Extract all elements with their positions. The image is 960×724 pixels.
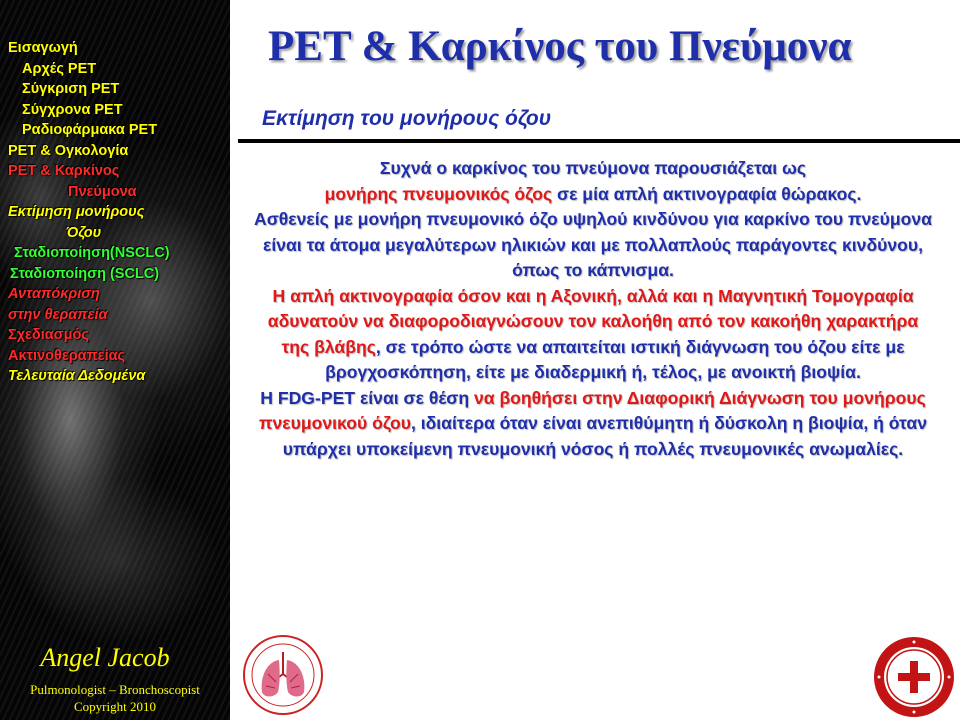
nav-item-pet-comparison[interactable]: Σύγκριση PET (22, 81, 120, 97)
nav-item-nodule-eval-cont[interactable]: Όζου (66, 224, 102, 241)
p4-text-a: Η FDG-PET είναι σε θέση (260, 387, 474, 408)
nav-item-intro[interactable]: Εισαγωγή (8, 40, 78, 56)
paragraph-1 (253, 156, 933, 207)
hospital-seal-logo-icon (872, 635, 956, 719)
sidebar-nav (8, 38, 170, 387)
nav-item-pet-principles[interactable]: Αρχές PET (22, 60, 97, 77)
header-divider (238, 139, 960, 143)
nav-item-response-cont[interactable]: στην θεραπεία (8, 306, 108, 323)
nav-item-planning[interactable]: Σχεδιασμός (8, 327, 89, 343)
paragraph-3 (253, 284, 933, 386)
nav-item-nodule-eval[interactable]: Εκτίμηση μονήρους (8, 204, 145, 220)
p2-text: Ασθενείς με μονήρη πνευμονικό όζο υψηλού κινδύνου για καρκίνο του πνεύμονα είναι τα άτομα μεγαλύτερων ηλικιών και με πολλαπλούς παράγοντες κινδύνου, όπως το κάπνισμα. (254, 209, 932, 280)
lungs-logo-icon (242, 634, 324, 716)
p4-highlight: να βοηθήσει στην Διαφορική Διάγνωση του μονήρους πνευμονικού όζου (258, 387, 926, 433)
nav-item-staging-nsclc[interactable]: Σταδιοποίηση(NSCLC) (14, 245, 170, 261)
p4-text-c: , ιδιαίτερα όταν είναι ανεπιθύμητη ή δύσκολη η βιοψία, ή όταν υπάρχει υποκείμενη πνευμονική νόσος ή πολλές πνευμονικές ανωμαλίες. (282, 413, 928, 459)
nav-item-pet-oncology[interactable]: PET & Ογκολογία (8, 142, 129, 159)
page-title: PET & Καρκίνος του Πνεύμονα (268, 23, 852, 70)
nav-item-radiotherapy[interactable]: Ακτινοθεραπείας (8, 347, 126, 364)
p1-text-c: σε μία απλή ακτινογραφία θώρακος. (552, 183, 862, 204)
nav-item-pet-lung-cancer-cont[interactable]: Πνεύμονα (68, 183, 137, 200)
copyright: Copyright 2010 (74, 699, 156, 714)
p1-text-a: Συχνά ο καρκίνος του πνεύμονα παρουσιάζεται ως (379, 158, 807, 178)
paragraph-4 (253, 386, 933, 463)
slide-body (253, 156, 933, 462)
nav-item-pet-lung-cancer[interactable]: PET & Καρκίνος (8, 163, 120, 179)
nav-item-modern-pet[interactable]: Σύγχρονα PET (22, 101, 123, 118)
author-role: Pulmonologist – Bronchoscopist (30, 682, 200, 697)
page-subtitle: Εκτίμηση του μονήρους όζου (262, 107, 552, 130)
nav-item-latest-data[interactable]: Τελευταία Δεδομένα (8, 368, 146, 384)
p1-highlight: μονήρης πνευμονικός όζος (324, 183, 553, 204)
nav-item-radiopharmaceuticals[interactable]: Ραδιοφάρμακα PET (22, 122, 158, 138)
sidebar (0, 0, 230, 720)
nav-item-response[interactable]: Ανταπόκριση (8, 286, 100, 302)
nav-item-staging-sclc[interactable]: Σταδιοποίηση (SCLC) (10, 265, 160, 282)
p3-text-rest: , σε τρόπο ώστε να απαιτείται ιστική διάγνωση του όζου είτε με βρογχοσκόπηση, είτε με διαδερμική ή, τέλος, με ανοικτή βιοψία. (325, 336, 905, 382)
author-name: Angel Jacob (40, 643, 170, 672)
paragraph-2 (253, 207, 933, 284)
p3-highlight: Η απλή ακτινογραφία όσον και η Αξονική, αλλά και η Μαγνητική Τομογραφία αδυνατούν να διαφοροδιαγνώσουν τον καλοήθη από τον κακοήθη χαρακτήρα της βλάβης (267, 285, 919, 357)
